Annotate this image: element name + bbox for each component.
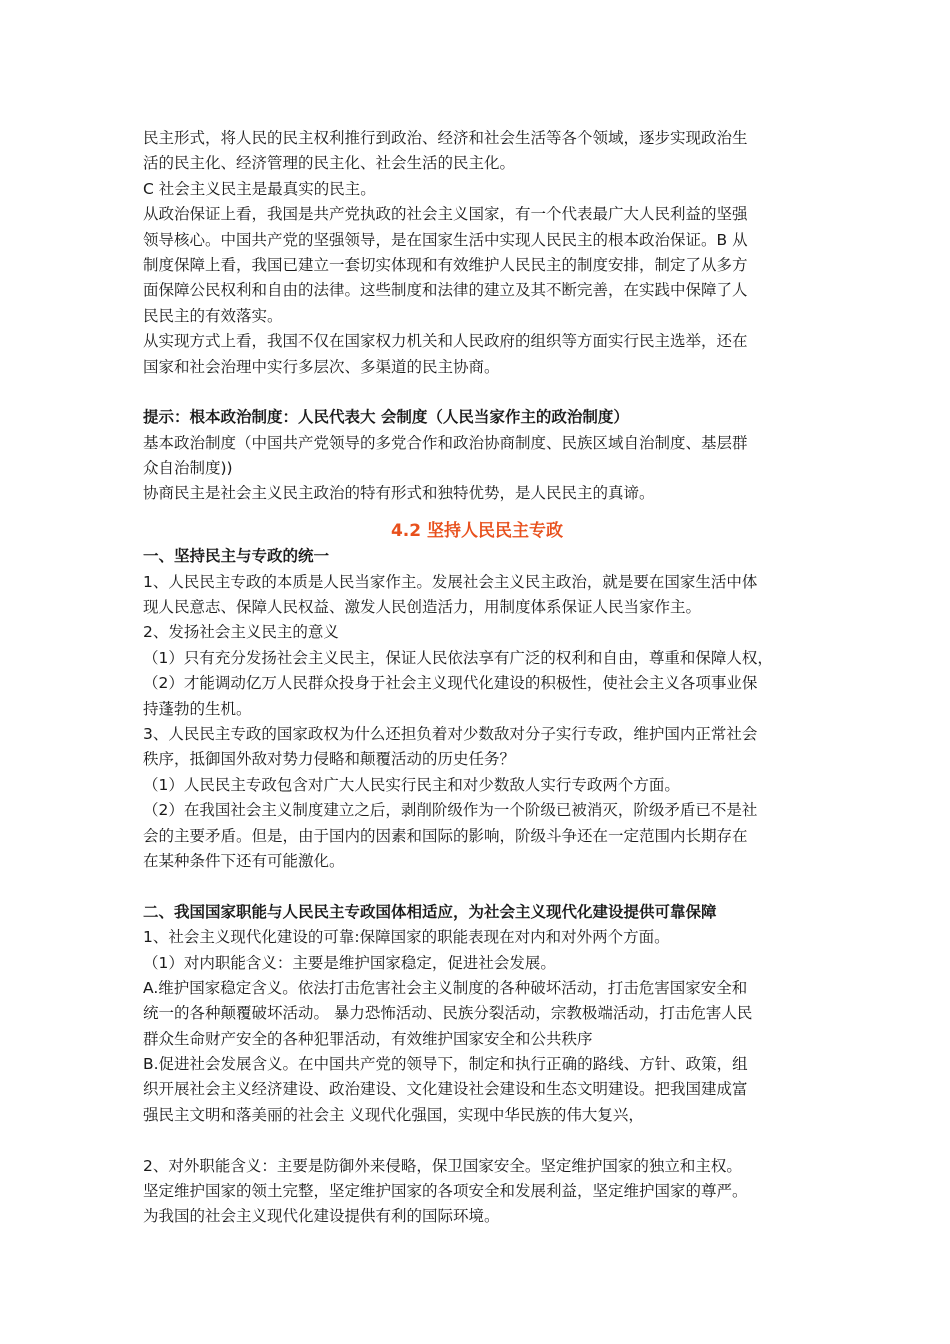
text-line: A.维护国家稳定含义。依法打击危害社会主义制度的各种破坏活动，打击危害国家安全和	[143, 978, 748, 997]
text-line: 协商民主是社会主义民主政治的特有形式和独特优势，是人民民主的真谛。	[143, 484, 655, 503]
text-line: 制度保障上看，我国已建立一套切实体现和有效维护人民民主的制度安排，制定了从多方	[143, 255, 748, 274]
text-line: 为我国的社会主义现代化建设提供有利的国际环境。	[143, 1207, 500, 1226]
paragraph	[143, 431, 811, 507]
text-line: 民民主的有效落实。	[143, 306, 283, 325]
text-line: 织开展社会主义经济建设、政治建设、文化建设社会建设和生态文明建设。把我国建成富	[143, 1080, 748, 1099]
text-line: 领导核心。中国共产党的坚强领导，是在国家生活中实现人民民主的根本政治保证。B 从	[143, 230, 748, 249]
text-line: 活的民主化、经济管理的民主化、社会生活的民主化。	[143, 154, 516, 173]
text-line: 1、社会主义现代化建设的可靠:保障国家的职能表现在对内和对外两个方面。	[143, 928, 670, 947]
text-line: 坚定维护国家的领土完整，坚定维护国家的各项安全和发展利益，坚定维护国家的尊严。	[143, 1182, 748, 1201]
paragraph-gap	[143, 380, 811, 405]
paragraph-gap	[143, 874, 811, 899]
text-line: 国家和社会治理中实行多层次、多渠道的民主协商。	[143, 357, 500, 376]
paragraph	[143, 570, 811, 875]
text-line: （2）在我国社会主义制度建立之后，剥削阶级作为一个阶级已被消灭，阶级矛盾已不是社	[143, 801, 758, 820]
text-line: 2、发扬社会主义民主的意义	[143, 623, 339, 642]
text-line: 从实现方式上看，我国不仅在国家权力机关和人民政府的组织等方面实行民主选举，还在	[143, 332, 748, 351]
text-line: 众自治制度))	[143, 459, 233, 478]
paragraph-gap	[143, 1128, 811, 1153]
bold-paragraph	[143, 405, 811, 430]
text-line: 二、我国国家职能与人民民主专政国体相适应，为社会主义现代化建设提供可靠保障	[143, 902, 717, 921]
text-line: 提示：根本政治制度：人民代表大 会制度（人民当家作主的政治制度）	[143, 408, 629, 427]
text-line: 2、对外职能含义：主要是防御外来侵略，保卫国家安全。坚定维护国家的独立和主权。	[143, 1156, 742, 1175]
text-line: （1）只有充分发扬社会主义民主，保证人民依法享有广泛的权利和自由，尊重和保障人权，	[143, 648, 773, 667]
text-line: 强民主文明和落美丽的社会主 义现代化强国，实现中华民族的伟大复兴，	[143, 1105, 644, 1124]
text-line: 基本政治制度（中国共产党领导的多党合作和政治协商制度、民族区域自治制度、基层群	[143, 433, 748, 452]
text-line: 统一的各种颠覆破坏活动。 暴力恐怖活动、民族分裂活动，宗教极端活动，打击危害人民	[143, 1004, 753, 1023]
text-line: 在某种条件下还有可能激化。	[143, 851, 345, 870]
bold-paragraph	[143, 544, 811, 569]
text-line: 持蓬勃的生机。	[143, 699, 252, 718]
text-line: 3、人民民主专政的国家政权为什么还担负着对少数敌对分子实行专政，维护国内正常社会	[143, 724, 758, 743]
text-line: 群众生命财产安全的各种犯罪活动，有效维护国家安全和公共秩序	[143, 1029, 593, 1048]
text-line: B.促进社会发展含义。在中国共产党的领导下，制定和执行正确的路线、方针、政策，组	[143, 1055, 748, 1074]
text-line: （1）对内职能含义：主要是维护国家稳定，促进社会发展。	[143, 953, 556, 972]
paragraph	[143, 1154, 811, 1230]
text-line: 秩序，抵御国外敌对势力侵略和颠覆活动的历史任务？	[143, 750, 516, 769]
paragraph	[143, 925, 811, 1128]
text-line: 民主形式，将人民的民主权利推行到政治、经济和社会生活等各个领域，逐步实现政治生	[143, 129, 748, 147]
text-line: 会的主要矛盾。但是，由于国内的因素和国际的影响，阶级斗争还在一定范围内长期存在	[143, 826, 748, 845]
bold-paragraph	[143, 900, 811, 925]
section-heading: 4.2 坚持人民民主专政	[390, 520, 564, 541]
text-line: （1）人民民主专政包含对广大人民实行民主和对少数敌人实行专政两个方面。	[143, 775, 680, 794]
document-page	[143, 126, 811, 1230]
text-line: 现人民意志、保障人民权益、激发人民创造活力，用制度体系保证人民当家作主。	[143, 598, 702, 617]
paragraph	[143, 126, 811, 380]
text-line: 一、坚持民主与专政的统一	[143, 547, 330, 566]
text-line: 1、人民民主专政的本质是人民当家作主。发展社会主义民主政治，就是要在国家生活中体	[143, 572, 758, 591]
text-line: C 社会主义民主是最真实的民主。	[143, 179, 376, 198]
text-line: 从政治保证上看，我国是共产党执政的社会主义国家，有一个代表最广大人民利益的坚强	[143, 205, 748, 224]
text-line: 面保障公民权利和自由的法律。这些制度和法律的建立及其不断完善，在实践中保障了人	[143, 281, 748, 300]
text-line: （2）才能调动亿万人民群众投身于社会主义现代化建设的积极性，使社会主义各项事业保	[143, 674, 758, 693]
